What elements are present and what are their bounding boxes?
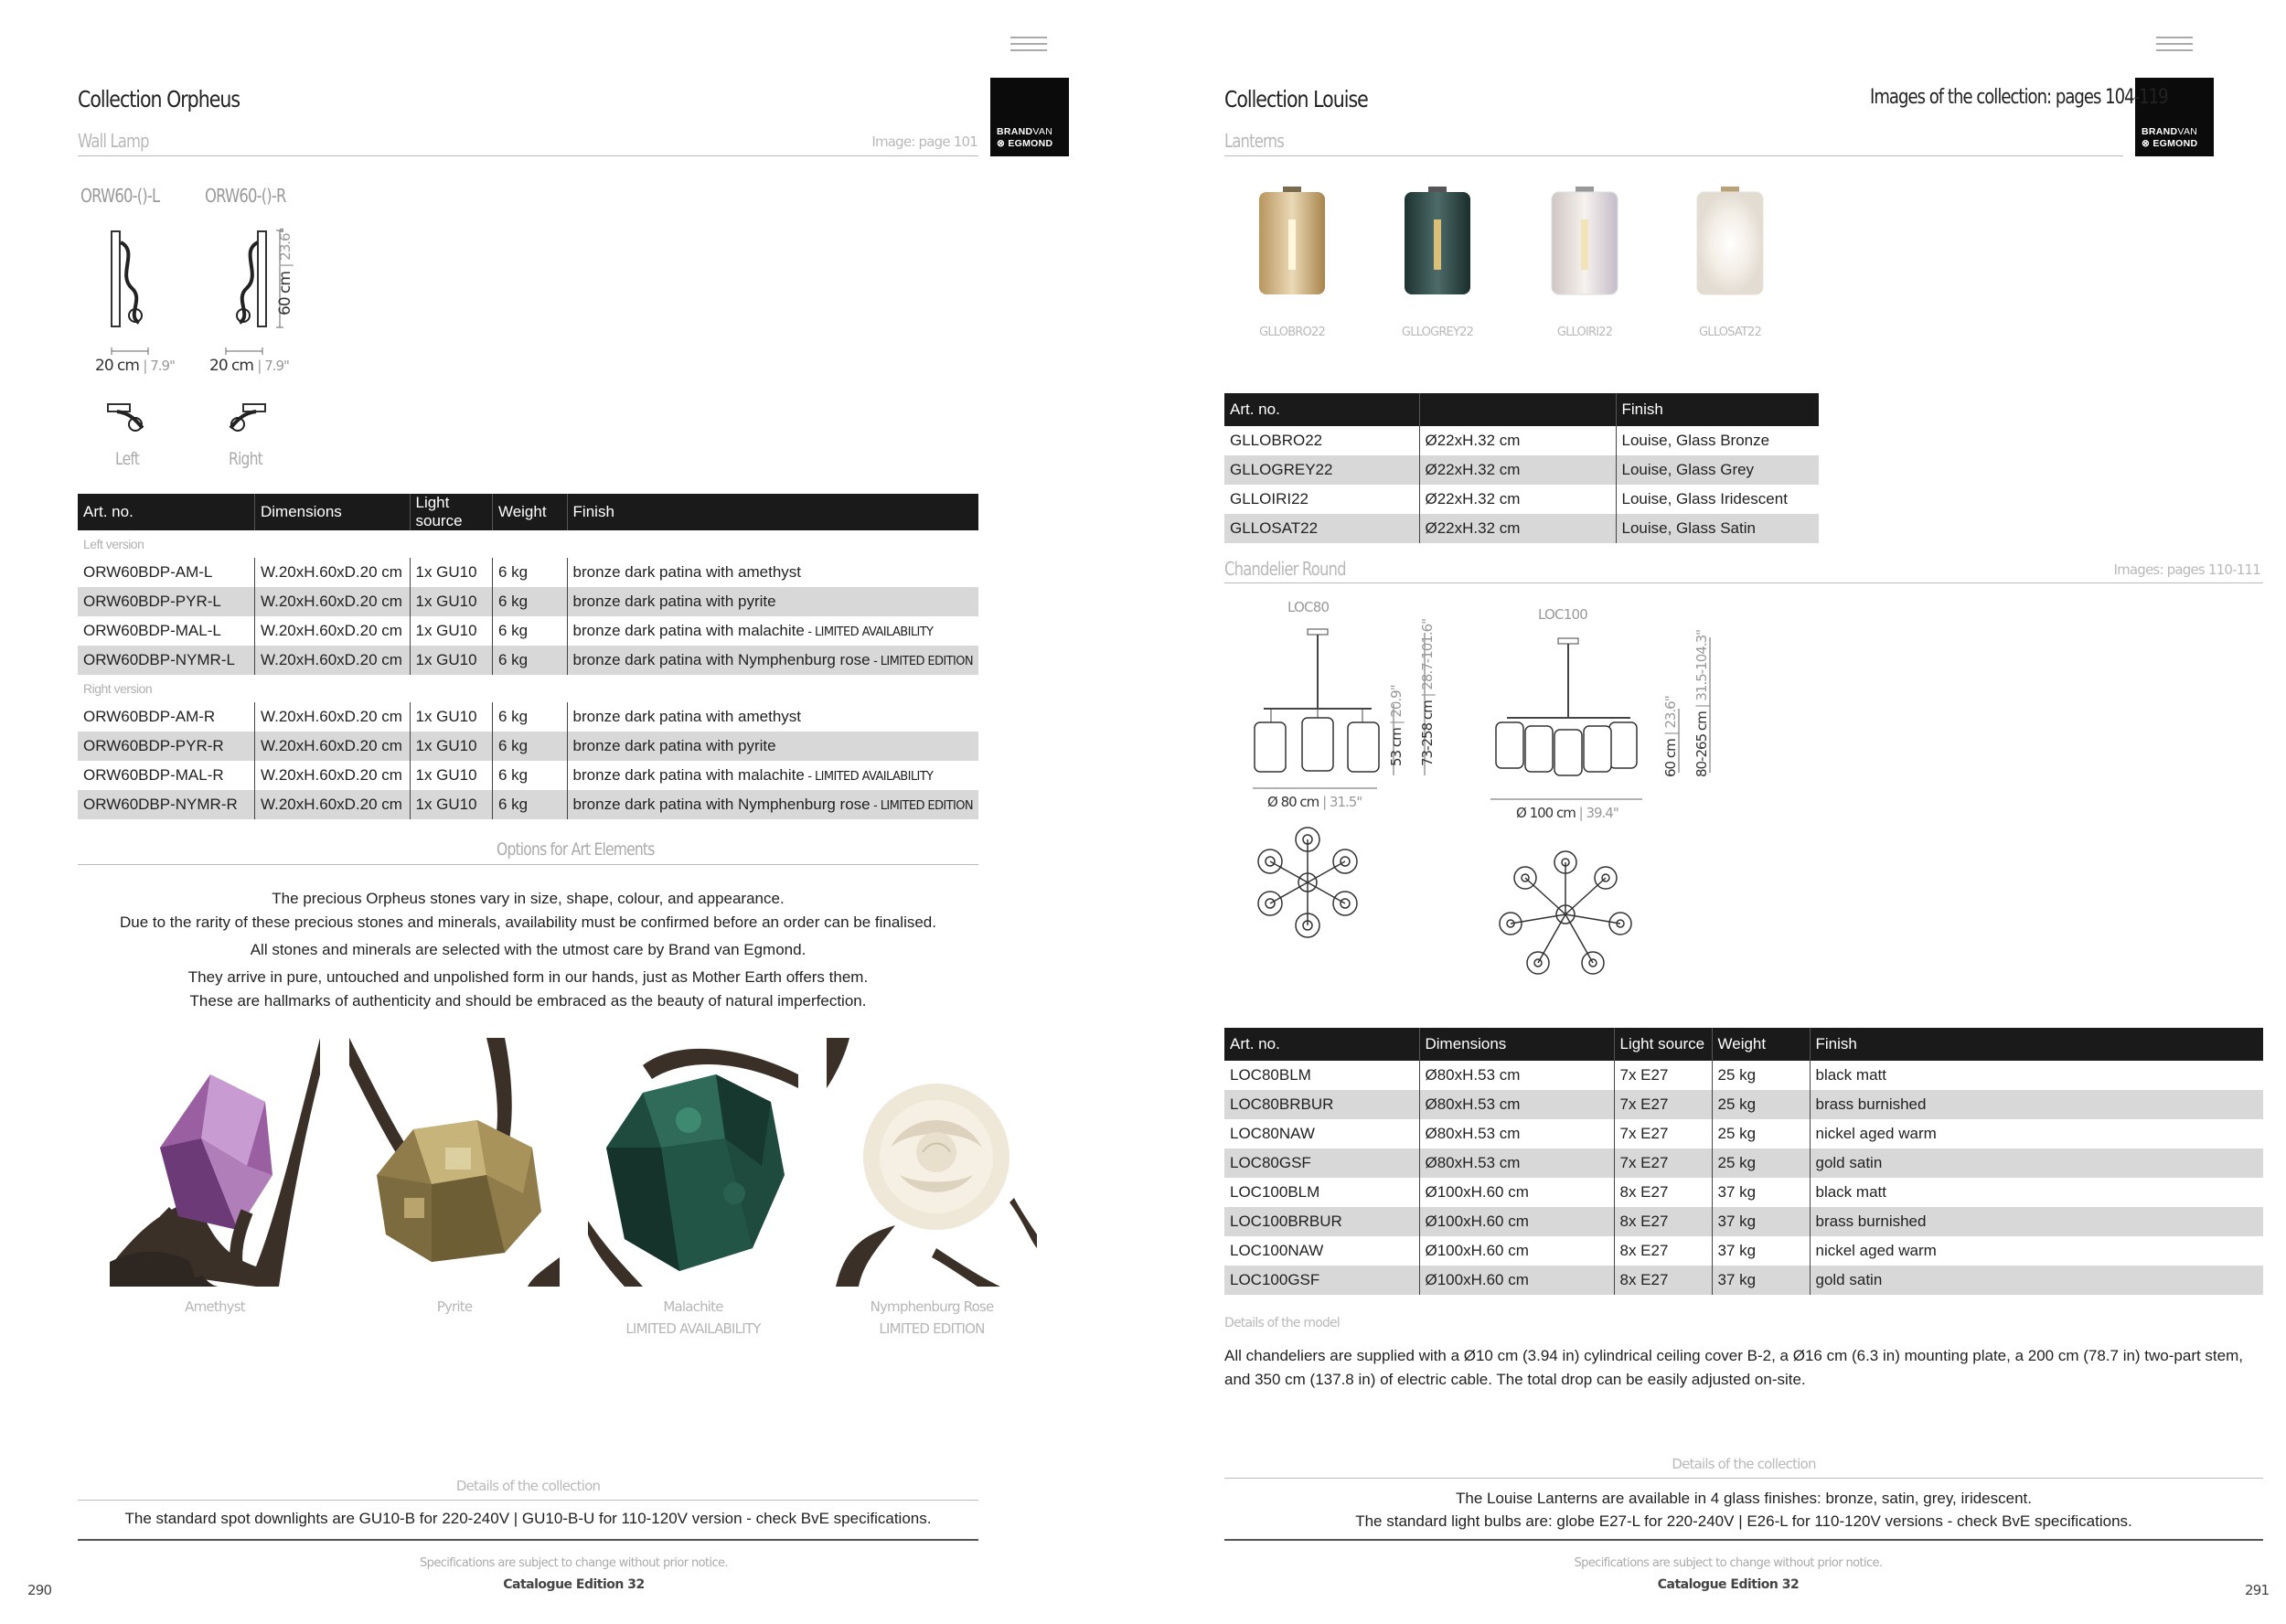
table-header-row [78, 494, 978, 530]
model-details-text: All chandeliers are supplied with a Ø10 cm (3.94 in) cylindrical ceiling cover B-2, a Ø16 cm (6.3 in) mounting plate, a 200 cm (78.7 in) two-part stem, and 350 cm (137.8 in) of electric cable. The total drop can be easily adjusted on-site. [1224, 1347, 2243, 1388]
table-row: ORW60BDP-AM-L W.20xH.60xD.20 cm 1x GU10 6 kg bronze dark patina with amethyst [78, 558, 978, 587]
header-blank [1419, 393, 1616, 426]
lantern-code-grey: GLLOGREY22 [1401, 326, 1474, 339]
loc100-elevation-drawing [1489, 631, 1644, 777]
collection-title: Collection Louise [1224, 86, 1368, 112]
wall-lamp-left-drawing [101, 224, 155, 334]
table-row: ORW60BDP-AM-R W.20xH.60xD.20 cm 1x GU10 6 kg bronze dark patina with amethyst [78, 702, 978, 732]
footer-note: Specifications are subject to change without prior notice. [1574, 1556, 1883, 1570]
header-art-no: Art. no. [78, 494, 255, 530]
loc80-top-view [1248, 823, 1367, 942]
width-dimension-right: 20 cm | 7.9" [209, 357, 289, 375]
stone-caption-rose: Nymphenburg Rose LIMITED EDITION [870, 1298, 994, 1337]
width-dimension-left: 20 cm | 7.9" [95, 357, 175, 375]
group-label-left: Left version [83, 537, 144, 551]
collection-details-heading: Details of the collection [1672, 1456, 1816, 1472]
model-details-heading: Details of the model [1224, 1316, 1340, 1330]
subtitle: Wall Lamp [78, 130, 149, 152]
table-header-row [1224, 1028, 2263, 1061]
wall-lamp-right-drawing [223, 224, 278, 334]
orpheus-spec-table [78, 494, 978, 819]
lantern-satin-image [1684, 183, 1776, 302]
amethyst-photo [110, 1038, 320, 1287]
table-row: LOC80GSF Ø80xH.53 cm 7x E27 25 kg gold satin [1224, 1149, 2263, 1178]
wall-lamp-left-top-view [106, 401, 150, 435]
loc100-diameter: Ø 100 cm | 39.4" [1516, 805, 1618, 821]
loc100-drop: 80-265 cm | 31.5-104.3" [1693, 629, 1710, 777]
loc100-height: 60 cm | 23.6" [1662, 696, 1679, 777]
loc100-width-line [1489, 796, 1644, 803]
page-number: 290 [27, 1582, 52, 1598]
table-row: GLLOSAT22 Ø22xH.32 cm Louise, Glass Satin [1224, 514, 1819, 543]
subtitle: Lanterns [1224, 130, 1284, 152]
nymphenburg-rose-photo [827, 1038, 1037, 1287]
model-code-left: ORW60-()-L [80, 185, 160, 207]
lantern-grey-image [1392, 183, 1483, 302]
table-row: ORW60BDP-MAL-L W.20xH.60xD.20 cm 1x GU10 6 kg bronze dark patina with malachite - LIMITED AVAILABILITY [78, 616, 978, 646]
header-weight: Weight [492, 494, 567, 530]
header-dimensions: Dimensions [255, 494, 411, 530]
lantern-iridescent-image [1539, 183, 1630, 302]
table-row: LOC100BLM Ø100xH.60 cm 8x E27 37 kg black matt [1224, 1178, 2263, 1207]
loc80-width-line [1251, 785, 1379, 792]
menu-icon[interactable] [2156, 37, 2193, 57]
loc80-diameter: Ø 80 cm | 31.5" [1267, 794, 1362, 810]
collection-details-text: The Louise Lanterns are available in 4 glass finishes: bronze, satin, grey, iridescent. The standard light bulbs are: globe E27-L for 220-240V | E26-L for 110-120V versions - check BvE specifications. [1355, 1490, 2132, 1530]
table-row: LOC80BLM Ø80xH.53 cm 7x E27 25 kg black matt [1224, 1061, 2263, 1090]
loc100-top-view [1492, 846, 1639, 983]
loc80-code: LOC80 [1287, 599, 1330, 615]
width-line-left [110, 347, 150, 355]
right-page [1143, 0, 2286, 1624]
options-text-block: The precious Orpheus stones vary in size, shape, colour, and appearance. Due to the rarity of these precious stones and minerals, availability must be confirmed before an order can be finalised. All stones and minerals are selected with the utmost care by Brand van Egmond. They arrive in pure, untouched and unpolished form in our hands, just as Mother Earth offers them. These are hallmarks of authenticity and should be embraced as the beauty of natural imperfection. [120, 890, 936, 1010]
header-weight: Weight [1712, 1028, 1810, 1061]
table-row: ORW60DBP-NYMR-L W.20xH.60xD.20 cm 1x GU10 6 kg bronze dark patina with Nymphenburg rose - LIMITED EDITION [78, 646, 978, 675]
collection-details-heading: Details of the collection [455, 1478, 601, 1494]
chandelier-heading: Chandelier Round [1224, 558, 1346, 580]
header-art-no: Art. no. [1224, 393, 1419, 426]
brand-logo: BRANDVAN ⊗ EGMOND [2135, 78, 2214, 156]
header-dimensions: Dimensions [1419, 1028, 1614, 1061]
chandelier-images-ref[interactable]: Images: pages 110-111 [2113, 561, 2260, 578]
table-row: ORW60BDP-MAL-R W.20xH.60xD.20 cm 1x GU10 6 kg bronze dark patina with malachite - LIMITED AVAILABILITY [78, 761, 978, 790]
pyrite-photo [349, 1038, 560, 1287]
stone-caption-amethyst: Amethyst [185, 1298, 245, 1315]
image-page-ref[interactable]: Image: page 101 [871, 134, 977, 150]
table-row: ORW60BDP-PYR-R W.20xH.60xD.20 cm 1x GU10 6 kg bronze dark patina with pyrite [78, 732, 978, 761]
group-label-right: Right version [83, 681, 153, 696]
lantern-code-bronze: GLLOBRO22 [1259, 326, 1325, 339]
table-row: LOC100NAW Ø100xH.60 cm 8x E27 37 kg nickel aged warm [1224, 1236, 2263, 1266]
options-heading: Options for Art Elements [497, 839, 655, 860]
header-art-no: Art. no. [1224, 1028, 1419, 1061]
model-code-right: ORW60-()-R [205, 185, 286, 207]
table-row: LOC100GSF Ø100xH.60 cm 8x E27 37 kg gold satin [1224, 1266, 2263, 1295]
footer-note: Specifications are subject to change without prior notice. [420, 1556, 728, 1570]
width-line-right [224, 347, 264, 355]
menu-icon[interactable] [1010, 37, 1047, 57]
table-row: LOC80BRBUR Ø80xH.53 cm 7x E27 25 kg brass burnished [1224, 1090, 2263, 1119]
model-label-right: Right [229, 449, 262, 469]
height-dimension: 60 cm | 23.6" [276, 228, 294, 315]
loc80-height: 53 cm | 20.9" [1388, 685, 1405, 766]
loc80-elevation-drawing [1244, 622, 1390, 777]
lantern-code-satin: GLLOSAT22 [1699, 326, 1761, 339]
lantern-code-iridescent: GLLOIRI22 [1556, 326, 1613, 339]
loc100-code: LOC100 [1538, 606, 1587, 623]
table-row: GLLOIRI22 Ø22xH.32 cm Louise, Glass Iridescent [1224, 485, 1819, 514]
model-label-left: Left [115, 449, 140, 469]
footer-edition: Catalogue Edition 32 [1657, 1577, 1800, 1592]
table-row: ORW60BDP-PYR-L W.20xH.60xD.20 cm 1x GU10 6 kg bronze dark patina with pyrite [78, 587, 978, 616]
table-row: GLLOBRO22 Ø22xH.32 cm Louise, Glass Bronze [1224, 426, 1819, 455]
table-row: LOC100BRBUR Ø100xH.60 cm 8x E27 37 kg brass burnished [1224, 1207, 2263, 1236]
table-row: GLLOGREY22 Ø22xH.32 cm Louise, Glass Grey [1224, 455, 1819, 485]
header-light-source: Light source [410, 494, 492, 530]
table-row: ORW60DBP-NYMR-R W.20xH.60xD.20 cm 1x GU10 6 kg bronze dark patina with Nymphenburg rose - LIMITED EDITION [78, 790, 978, 819]
header-light-source: Light source [1614, 1028, 1712, 1061]
lantern-spec-table [1224, 393, 1819, 543]
header-finish: Finish [1616, 393, 1819, 426]
header-finish: Finish [567, 494, 978, 530]
table-header-row [1224, 393, 1819, 426]
wall-lamp-right-top-view [223, 401, 267, 435]
loc80-drop: 73-258 cm | 28.7-101.6" [1419, 618, 1436, 766]
images-page-ref[interactable]: Images of the collection: pages 104-119 [1870, 86, 2168, 109]
chandelier-spec-table [1224, 1028, 2263, 1295]
lantern-bronze-image [1246, 183, 1338, 302]
stone-caption-pyrite: Pyrite [436, 1298, 473, 1315]
stone-caption-malachite: Malachite LIMITED AVAILABILITY [625, 1298, 761, 1337]
table-row: LOC80NAW Ø80xH.53 cm 7x E27 25 kg nickel aged warm [1224, 1119, 2263, 1149]
collection-details-text: The standard spot downlights are GU10-B for 220-240V | GU10-B-U for 110-120V version - check BvE specifications. [124, 1510, 932, 1527]
collection-title: Collection Orpheus [78, 86, 240, 112]
malachite-photo [588, 1038, 798, 1287]
page-number: 291 [2245, 1582, 2270, 1598]
header-finish: Finish [1810, 1028, 2263, 1061]
footer-edition: Catalogue Edition 32 [503, 1577, 645, 1592]
brand-logo: BRANDVAN ⊗ EGMOND [990, 78, 1069, 156]
